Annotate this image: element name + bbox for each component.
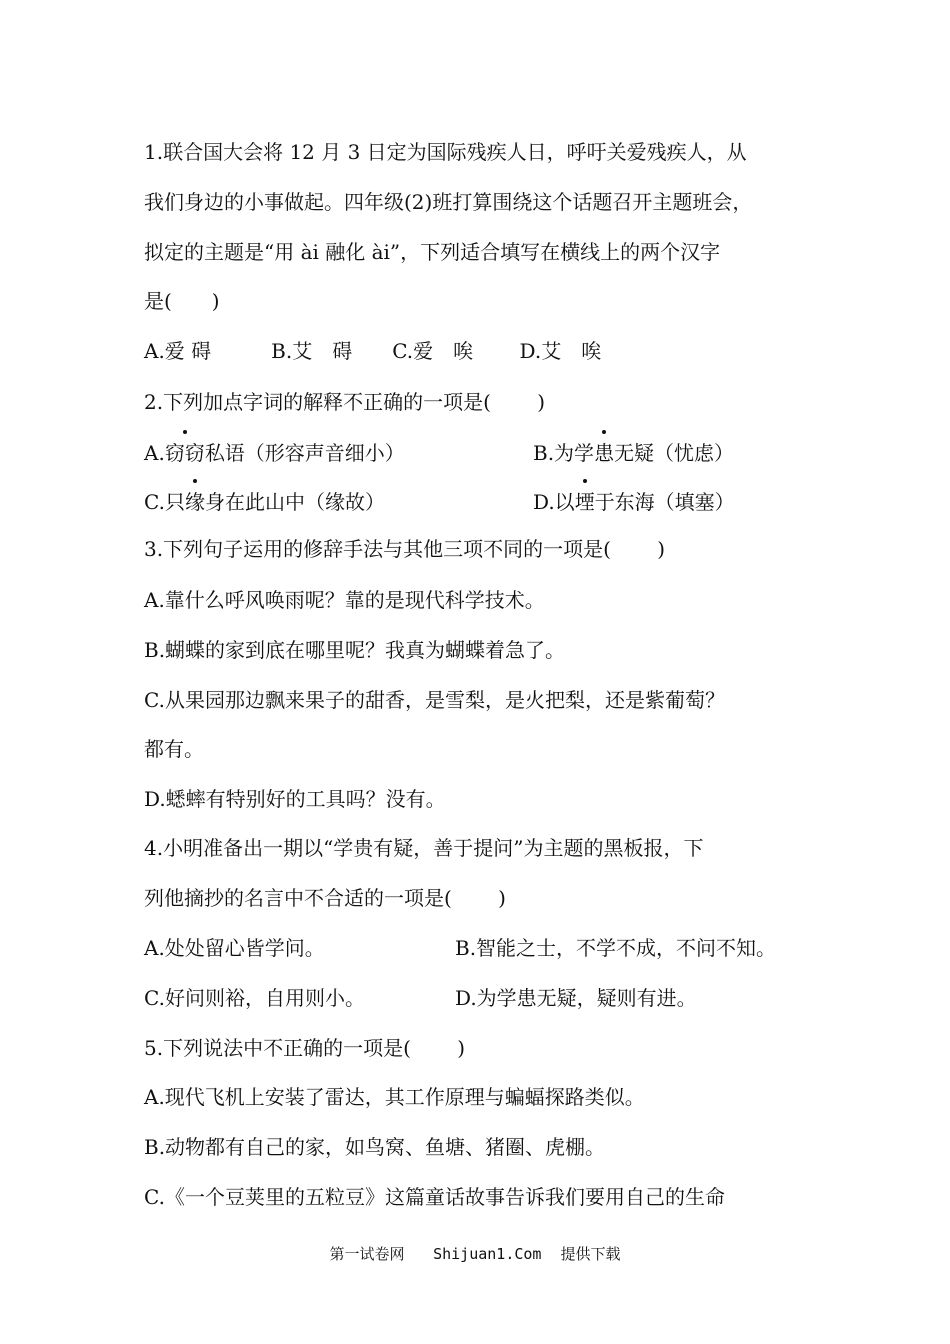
q4-option-b: B.智能之士，不学不成，不问不知。 bbox=[455, 936, 777, 960]
q2-option-c-prefix: C.只 bbox=[144, 490, 185, 514]
q2-option-d-prefix: D.以 bbox=[533, 490, 575, 514]
q4-line-2: 列他摘抄的名言中不合适的一项是( ) bbox=[144, 886, 506, 910]
q2-stem: 2.下列加点字词的解释不正确的一项是( ) bbox=[144, 390, 546, 414]
q5-option-a: A.现代飞机上安装了雷达，其工作原理与蝙蝠探路类似。 bbox=[144, 1085, 645, 1109]
q2-option-d-rest: 于东海（填塞） bbox=[594, 490, 735, 514]
q1-line-1: 1.联合国大会将 12 月 3 日定为国际残疾人日，呼吁关爱残疾人，从 bbox=[144, 140, 747, 164]
q2-option-c-dotted: 缘 bbox=[184, 490, 205, 514]
q5-option-b: B.动物都有自己的家，如鸟窝、鱼塘、猪圈、虎棚。 bbox=[144, 1135, 606, 1159]
q1-line-2: 我们身边的小事做起。四年级(2)班打算围绕这个话题召开主题班会， bbox=[144, 190, 753, 214]
q2-option-b-rest: 无疑（忧虑） bbox=[614, 441, 735, 465]
q3-option-c-line-2: 都有。 bbox=[144, 737, 204, 761]
q5-option-c-line-1: C.《一个豆荚里的五粒豆》这篇童话故事告诉我们要用自己的生命 bbox=[144, 1185, 725, 1209]
q5-stem: 5.下列说法中不正确的一项是( ) bbox=[144, 1036, 466, 1060]
q3-option-d: D.蟋蟀有特别好的工具吗？没有。 bbox=[144, 787, 446, 811]
q1-line-4: 是( ) bbox=[144, 289, 220, 313]
q4-line-1: 4.小明准备出一期以“学贵有疑，善于提问”为主题的黑板报，下 bbox=[144, 836, 704, 860]
q2-option-c bbox=[144, 488, 385, 516]
q2-option-a-prefix: A. bbox=[144, 441, 165, 465]
q2-option-d bbox=[533, 488, 735, 516]
q3-option-b: B.蝴蝶的家到底在哪里呢？我真为蝴蝶着急了。 bbox=[144, 638, 566, 662]
q4-option-a: A.处处留心皆学问。 bbox=[144, 936, 325, 960]
q3-stem: 3.下列句子运用的修辞手法与其他三项不同的一项是( ) bbox=[144, 537, 666, 561]
q2-option-a bbox=[144, 439, 405, 467]
q4-option-c: C.好问则裕，自用则小。 bbox=[144, 986, 365, 1010]
q2-option-a-dotted: 窃窃 bbox=[164, 441, 205, 465]
q1-options: A.爱 碍 B.艾 碍 C.爱 唉 D.艾 唉 bbox=[144, 339, 602, 363]
footer-download-note: 提供下载 bbox=[560, 1245, 621, 1263]
q2-option-b bbox=[533, 439, 734, 467]
q2-option-b-dotted: 患 bbox=[594, 441, 615, 465]
footer-site-name: 第一试卷网 bbox=[329, 1245, 405, 1263]
q2-option-a-rest: 私语（形容声音细小） bbox=[204, 441, 405, 465]
q3-option-a: A.靠什么呼风唤雨呢？靠的是现代科学技术。 bbox=[144, 588, 545, 612]
footer-brand: Shijuan1.Com bbox=[433, 1245, 542, 1263]
q1-line-3: 拟定的主题是“用 ài 融化 ài”，下列适合填写在横线上的两个汉字 bbox=[144, 240, 721, 264]
page-footer bbox=[0, 1243, 950, 1265]
q2-option-c-rest: 身在此山中（缘故） bbox=[204, 490, 385, 514]
q2-option-d-dotted: 堙 bbox=[574, 490, 595, 514]
q3-option-c-line-1: C.从果园那边飘来果子的甜香，是雪梨，是火把梨，还是紫葡萄？ bbox=[144, 688, 725, 712]
q4-option-d: D.为学患无疑，疑则有进。 bbox=[455, 986, 697, 1010]
q2-option-b-prefix: B.为学 bbox=[533, 441, 595, 465]
